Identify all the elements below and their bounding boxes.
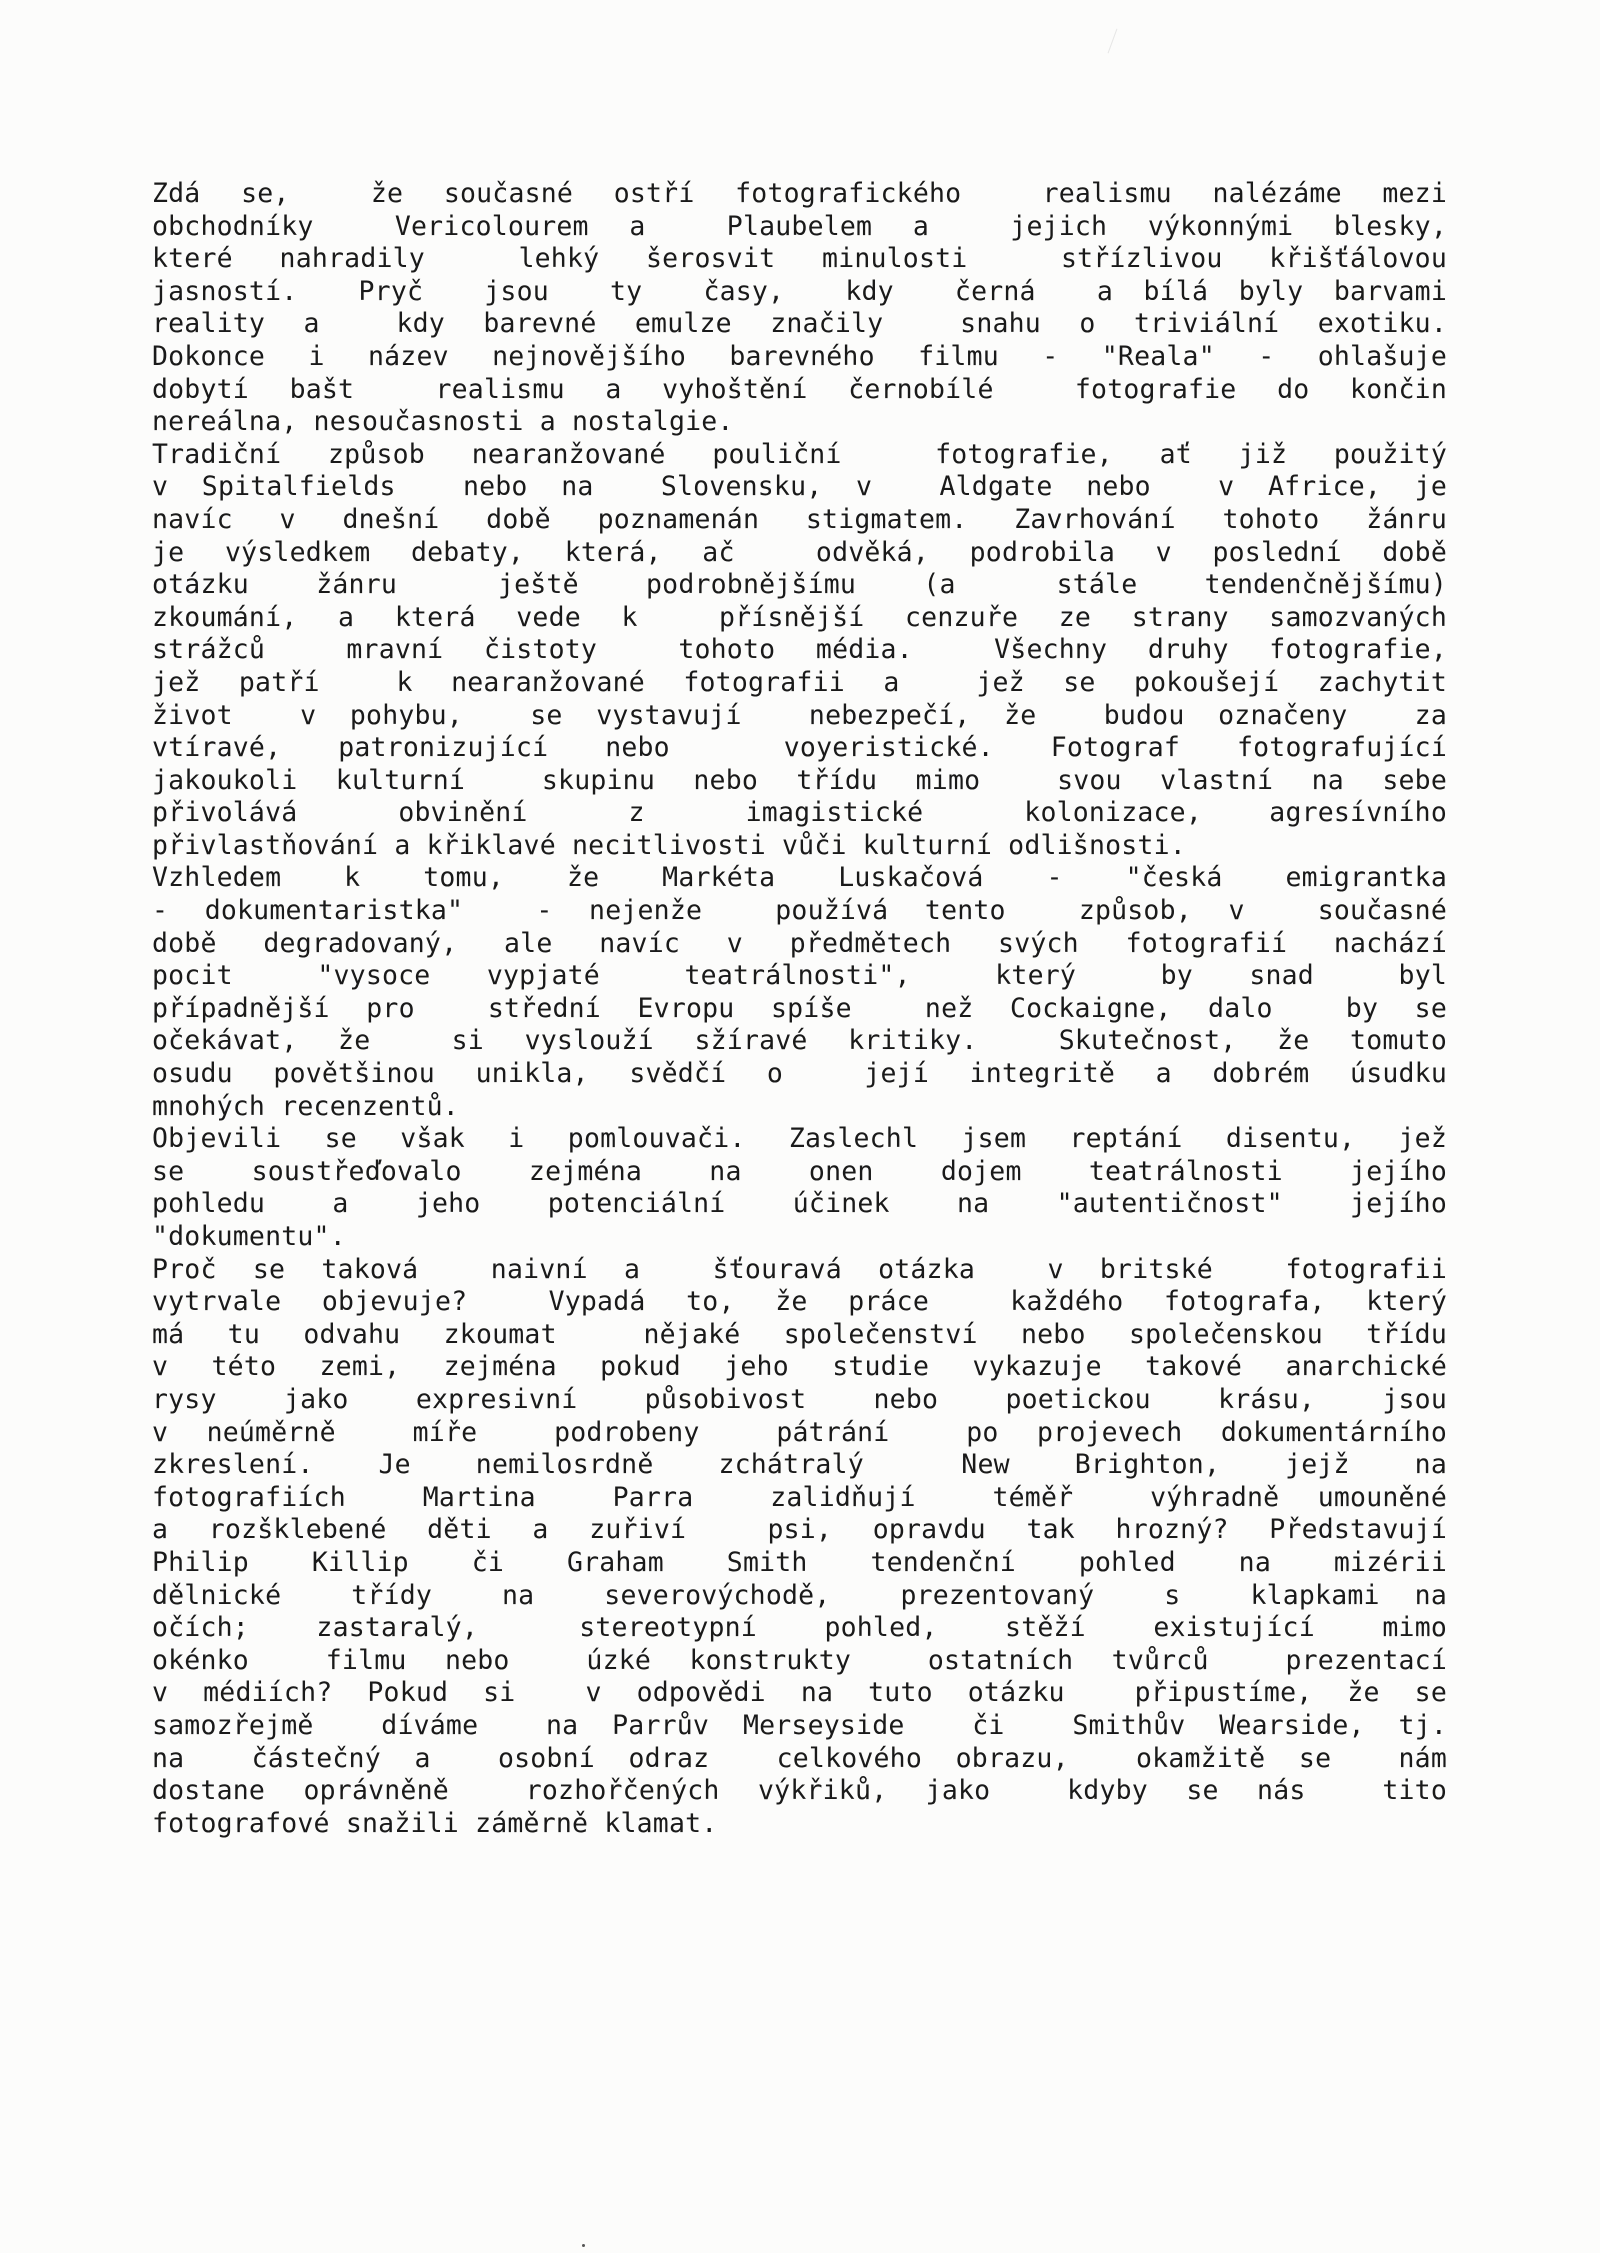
text-line: Objevili se však i pomlouvači. Zaslechl jsem reptání disentu, jež [152,1123,1447,1155]
text-line: očích; zastaralý, stereotypní pohled, stěží existující mimo [152,1612,1447,1644]
text-line: mnohých recenzentů. [152,1090,459,1122]
text-line: život v pohybu, se vystavují nebezpečí, že budou označeny za [152,699,1447,731]
text-line: jež patří k nearanžované fotografii a jež se pokoušejí zachytit [152,666,1447,698]
text-line: jakoukoli kulturní skupinu nebo třídu mimo svou vlastní na sebe [152,764,1447,796]
text-line: fotografové snažili záměrně klamat. [152,1807,718,1839]
text-line: navíc v dnešní době poznamenán stigmatem. Zavrhování tohoto žánru [152,503,1447,535]
text-line: je výsledkem debaty, která, ač odvěká, podrobila v poslední době [152,536,1447,568]
text-line: Zdá se, že současné ostří fotografického realismu nalézáme mezi [152,178,1447,209]
text-line: osudu povětšinou unikla, svědčí o její integritě a dobrém úsudku [152,1058,1447,1090]
text-line: dělnické třídy na severovýchodě, prezentovaný s klapkami na [152,1579,1447,1611]
text-line: fotografiích Martina Parra zalidňují téměř výhradně umouněné [152,1481,1447,1513]
text-line: případnější pro střední Evropu spíše než Cockaigne, dalo by se [152,992,1447,1024]
text-line: se soustřeďovalo zejména na onen dojem teatrálnosti jejího [152,1155,1447,1187]
text-line: Tradiční způsob nearanžované pouliční fotografie, ať již použitý [152,438,1447,470]
text-line: zkreslení. Je nemilosrdně zchátralý New Brighton, jejž na [152,1449,1447,1481]
text-line: pocit "vysoce vypjaté teatrálnosti", který by snad byl [152,960,1447,992]
text-line: rysy jako expresivní působivost nebo poetickou krásu, jsou [152,1383,1447,1415]
text-line: na částečný a osobní odraz celkového obrazu, okamžitě se nám [152,1742,1447,1774]
text-line: - dokumentaristka" - nejenže používá tento způsob, v současné [152,895,1447,927]
text-line: Dokonce i název nejnovějšího barevného filmu - "Reala" - ohlašuje [152,340,1447,372]
text-line: pohledu a jeho potenciální účinek na "autentičnost" jejího [152,1188,1447,1220]
text-line: okénko filmu nebo úzké konstrukty ostatních tvůrců prezentací [152,1644,1447,1676]
text-line: které nahradily lehký šerosvit minulosti střízlivou křišťálovou [152,243,1447,275]
text-line: strážců mravní čistoty tohoto média. Všechny druhy fotografie, [152,634,1447,666]
text-line: má tu odvahu zkoumat nějaké společenství nebo společenskou třídu [152,1318,1447,1350]
text-line: reality a kdy barevné emulze značily snahu o triviální exotiku. [152,308,1447,340]
text-line: dostane oprávněně rozhořčených výkřiků, jako kdyby se nás tito [152,1775,1447,1807]
text-line: jasností. Pryč jsou ty časy, kdy černá a bílá byly barvami [152,275,1447,307]
text-line: otázku žánru ještě podrobnějšímu (a stále tendenčnějšímu) [152,569,1447,601]
text-line: vytrvale objevuje? Vypadá to, že práce každého fotografa, který [152,1286,1447,1318]
text-line: v neúměrně míře podrobeny pátrání po projevech dokumentárního [152,1416,1447,1448]
body-text [152,178,1452,1840]
text-line: Vzhledem k tomu, že Markéta Luskačová - "česká emigrantka [152,862,1447,894]
text-line: vtíravé, patronizující nebo voyeristické. Fotograf fotografující [152,732,1447,764]
text-line: zkoumání, a která vede k přísnější cenzuře ze strany samozvaných [152,601,1447,633]
text-line: "dokumentu". [152,1221,346,1252]
text-line: samozřejmě díváme na Parrův Merseyside či Smithův Wearside, tj. [152,1709,1447,1741]
scan-artifact-mark [1108,29,1118,54]
scan-artifact-dot [582,2244,585,2247]
text-line: Proč se taková naivní a šťouravá otázka v britské fotografii [152,1253,1447,1285]
text-line: v Spitalfields nebo na Slovensku, v Aldgate nebo v Africe, je [152,471,1447,503]
text-line: očekávat, že si vyslouží sžíravé kritiky. Skutečnost, že tomuto [152,1025,1447,1057]
text-line: přivolává obvinění z imagistické kolonizace, agresívního [152,797,1447,829]
text-line: a rozšklebené děti a zuřiví psi, opravdu tak hrozný? Představují [152,1514,1447,1546]
text-line: obchodníky Vericolourem a Plaubelem a jejich výkonnými blesky, [152,210,1447,242]
text-line: dobytí bašt realismu a vyhoštění černobílé fotografie do končin [152,373,1447,405]
text-line: v této zemi, zejména pokud jeho studie vykazuje takové anarchické [152,1351,1447,1383]
text-line: přivlastňování a křiklavé necitlivosti vůči kulturní odlišnosti. [152,829,1186,861]
text-line: době degradovaný, ale navíc v předmětech svých fotografií nachází [152,927,1447,959]
text-line: v médiích? Pokud si v odpovědi na tuto otázku připustíme, že se [152,1677,1447,1709]
text-line: Philip Killip či Graham Smith tendenční pohled na mizérii [152,1546,1447,1578]
text-line: nereálna, nesoučasnosti a nostalgie. [152,406,734,438]
